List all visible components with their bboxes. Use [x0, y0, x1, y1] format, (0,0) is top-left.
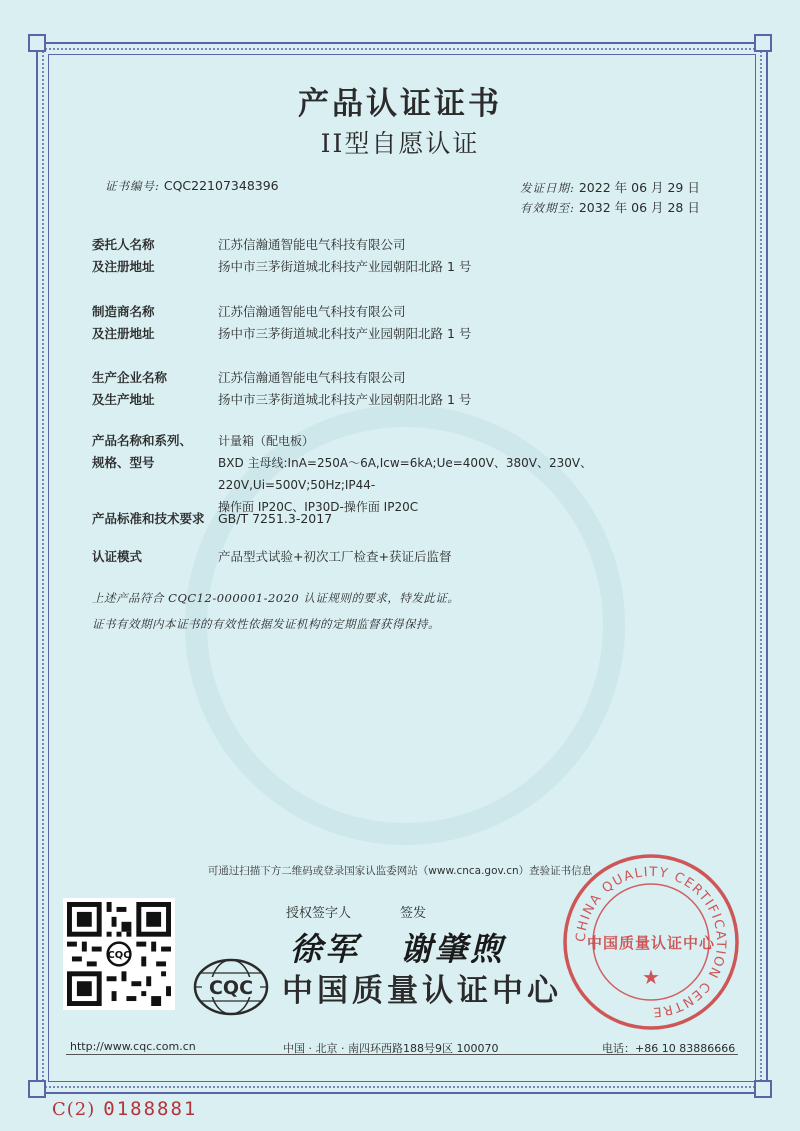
factory-label-line1: 生产企业名称 — [92, 370, 168, 385]
seal-star-icon: ★ — [642, 965, 660, 989]
footer-website[interactable]: http://www.cqc.com.cn — [70, 1040, 196, 1053]
factory-label — [92, 367, 167, 411]
client-name: 江苏信瀚通智能电气科技有限公司 — [218, 237, 406, 252]
serial-number — [52, 1098, 197, 1120]
authorized-label: 授权签字人 — [286, 906, 352, 921]
manufacturer-address: 扬中市三茅街道城北科技产业园朝阳北路 1 号 — [218, 326, 472, 341]
footer-divider — [66, 1054, 738, 1055]
cqc-logo — [193, 958, 269, 1016]
factory-address: 扬中市三茅街道城北科技产业园朝阳北路 1 号 — [218, 392, 472, 407]
client-value — [218, 234, 728, 278]
issuer-signature: 谢肇煦 — [400, 930, 506, 968]
qr-code[interactable] — [63, 898, 175, 1010]
factory-label-line2: 及生产地址 — [92, 392, 155, 407]
cqc-logo-text: CQC — [208, 977, 254, 999]
product-spec-line2: 操作面 IP20C、IP30D-操作面 IP20C — [218, 500, 419, 514]
cert-number — [105, 178, 279, 194]
cert-number-label: 证书编号: — [105, 179, 160, 193]
qr-code-image — [67, 902, 171, 1006]
product-value — [218, 430, 728, 518]
standard-label: 产品标准和技术要求 — [92, 511, 205, 526]
certification-seal — [561, 852, 741, 1032]
client-label-line1: 委托人名称 — [92, 237, 155, 252]
certificate-subtitle: II型自愿认证 — [320, 129, 480, 158]
expiry-date — [520, 198, 700, 216]
corner-ornament — [754, 1080, 772, 1098]
issuer-label: 签发 — [400, 906, 427, 921]
seal-center-text: 中国质量认证中心 — [586, 934, 716, 952]
product-label — [92, 430, 192, 474]
statement-line1: 上述产品符合 CQC12-000001-2020 认证规则的要求，特发此证。 — [92, 591, 460, 605]
seal-ring-text: CHINA QUALITY CERTIFICATION CENTRE — [573, 864, 729, 1020]
expiry-date-label: 有效期至: — [520, 201, 575, 215]
serial-prefix: C(2) — [52, 1099, 96, 1120]
manufacturer-name: 江苏信瀚通智能电气科技有限公司 — [218, 304, 406, 319]
mode-value: 产品型式试验+初次工厂检查+获证后监督 — [218, 549, 452, 564]
issue-date-label: 发证日期: — [520, 181, 575, 195]
client-address: 扬中市三茅街道城北科技产业园朝阳北路 1 号 — [218, 259, 472, 274]
product-label-line1: 产品名称和系列、 — [92, 433, 193, 448]
issue-date-value: 2022 年 06 月 29 日 — [578, 180, 700, 195]
product-spec-line1: BXD 主母线:InA=250A～6A,Icw=6kA;Ue=400V、380V、230V、220V,Ui=500V;50Hz;IP44- — [218, 456, 593, 492]
cert-number-value: CQC22107348396 — [163, 178, 279, 193]
mode-label: 认证模式 — [92, 549, 143, 564]
expiry-date-value: 2032 年 06 月 28 日 — [578, 200, 700, 215]
standard-value: GB/T 7251.3-2017 — [218, 511, 333, 526]
verify-text: 可通过扫描下方二维码或登录国家认监委网站（www.cnca.gov.cn）查验证书信息 — [207, 865, 593, 877]
manufacturer-label-line1: 制造商名称 — [92, 304, 155, 319]
factory-name: 江苏信瀚通智能电气科技有限公司 — [218, 370, 406, 385]
product-label-line2: 规格、型号 — [92, 455, 155, 470]
client-label — [92, 234, 155, 278]
serial-value: 0188881 — [103, 1098, 198, 1120]
manufacturer-label — [92, 301, 155, 345]
product-name: 计量箱（配电板） — [218, 434, 315, 448]
issue-date — [520, 178, 700, 196]
factory-value — [218, 367, 728, 411]
corner-ornament — [28, 34, 46, 52]
organization-name: 中国质量认证中心 — [282, 973, 562, 1009]
statement-line2: 证书有效期内本证书的有效性依据发证机构的定期监督获得保持。 — [92, 617, 440, 631]
manufacturer-value — [218, 301, 728, 345]
authorized-signature: 徐军 — [290, 930, 361, 968]
client-label-line2: 及注册地址 — [92, 259, 155, 274]
footer-phone: 电话：+86 10 83886666 — [602, 1042, 736, 1055]
certificate-title: 产品认证证书 — [298, 86, 502, 122]
corner-ornament — [754, 34, 772, 52]
qr-logo-text: CQC — [107, 949, 131, 961]
corner-ornament — [28, 1080, 46, 1098]
manufacturer-label-line2: 及注册地址 — [92, 326, 155, 341]
footer-address: 中国 · 北京 · 南四环西路188号9区 100070 — [283, 1042, 499, 1055]
